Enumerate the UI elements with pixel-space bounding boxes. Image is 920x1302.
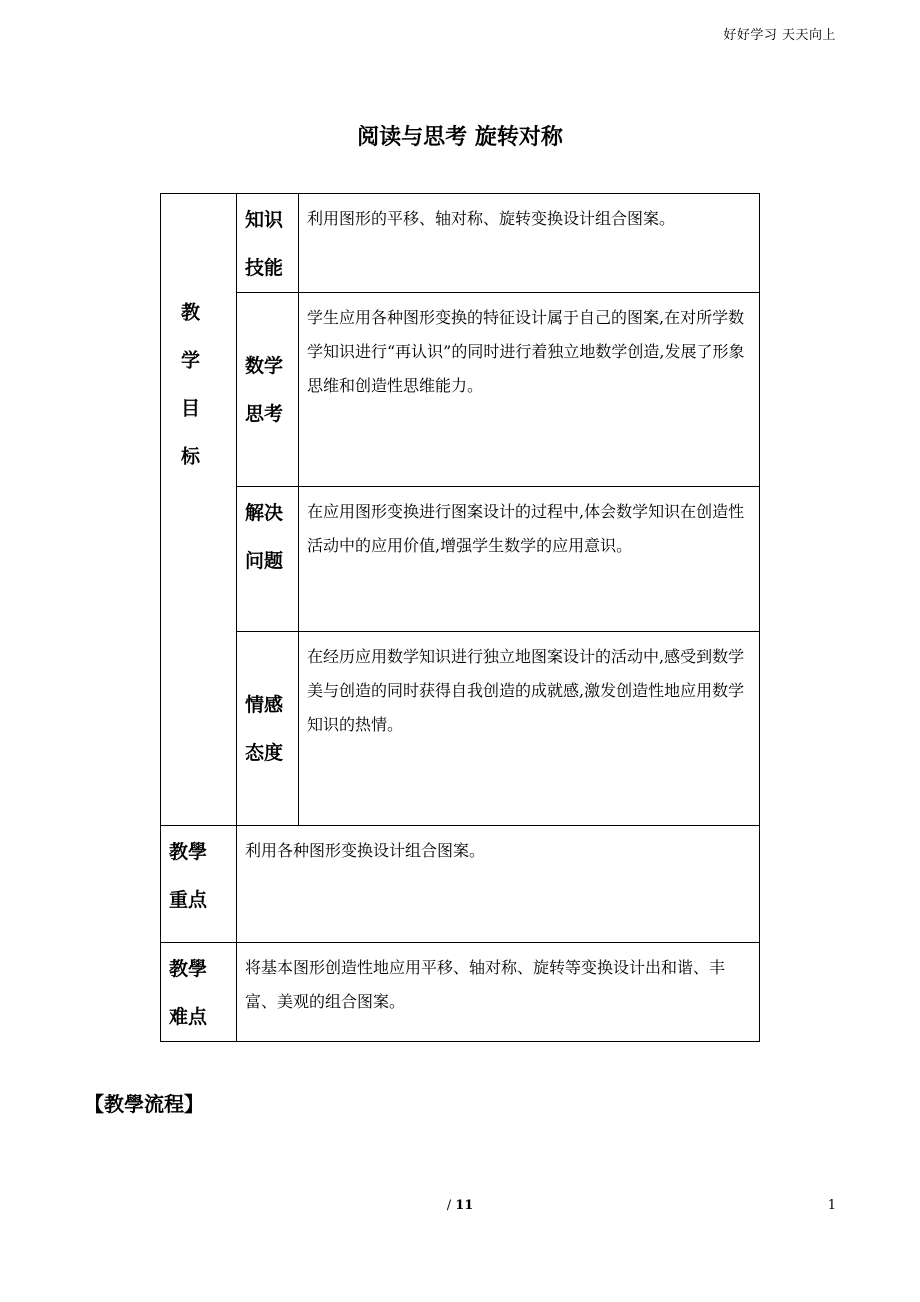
objective-row-thinking [161,293,760,487]
page-indicator [0,1198,920,1213]
difficulty-text: 将基本图形创造性地应用平移、轴对称、旋转等变换设计出和谐、丰富、美观的组合图案。 [245,958,726,1011]
teaching-flow-heading: 【教學流程】 [84,1092,204,1116]
page-indicator-prefix: / [446,1198,456,1213]
difficulty-label-line: 教學 [169,958,208,980]
objective-label-line: 解决 [245,502,284,524]
objective-label-line: 技能 [245,257,284,279]
difficulty-label-cell [161,943,237,1042]
objective-label-cell [237,194,299,293]
objective-row-emotion [161,632,760,826]
lesson-plan-table [160,193,760,1042]
key-point-label-cell [161,826,237,943]
key-point-label-line: 重点 [169,889,208,911]
objective-label-line: 数学 [245,354,284,377]
objectives-label: 教学目标 [178,302,200,494]
objective-label-line: 问题 [245,550,284,572]
header-motto: 好好学习 天天向上 [723,28,836,43]
objective-text: 利用图形的平移、轴对称、旋转变换设计组合图案。 [307,209,676,228]
objective-label-line: 知识 [245,209,284,231]
key-point-text: 利用各种图形变换设计组合图案。 [245,841,486,860]
objective-label-line: 思考 [245,402,284,425]
page-total: 11 [455,1198,474,1213]
objective-label-cell [237,632,299,826]
difficulty-row [161,943,760,1042]
objective-label-cell [237,293,299,487]
objectives-label-cell [161,194,237,826]
objective-label-line: 态度 [245,741,284,764]
page-number: 1 [827,1198,836,1213]
objective-row-solving [161,487,760,632]
objective-label-cell [237,487,299,632]
objective-text: 在应用图形变换进行图案设计的过程中,体会数学知识在创造性活动中的应用价值,增强学生数学的应用意识。 [307,502,745,555]
objective-text: 在经历应用数学知识进行独立地图案设计的活动中,感受到数学美与创造的同时获得自我创造的成就感,激发创造性地应用数学知识的热情。 [307,647,745,734]
objective-row-knowledge [161,194,760,293]
difficulty-label-line: 难点 [169,1006,208,1028]
objective-text: 学生应用各种图形变换的特征设计属于自己的图案,在对所学数学知识进行“再认识”的同时进行着独立地数学创造,发展了形象思维和创造性思维能力。 [307,308,745,395]
key-point-label-line: 教學 [169,841,208,863]
objective-label-line: 情感 [245,693,284,716]
document-title: 阅读与思考 旋转对称 [357,125,563,150]
key-point-row [161,826,760,943]
